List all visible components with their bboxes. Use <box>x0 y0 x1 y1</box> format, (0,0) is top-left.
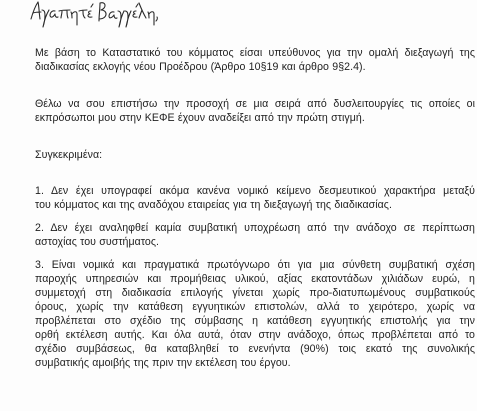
text-line: Θέλω να σου επιστήσω την προσοχή σε μια σειρά από δυσλειτουργίες τις οποίες οι <box>35 98 475 110</box>
heading-text: Συγκεκριμένα: <box>35 149 103 161</box>
handwritten-salutation-graphic <box>28 0 168 30</box>
text-line: ορθή εκτέλεση αυτής. Και όλα αυτά, όταν στην ανάδοχο, όπως προβλέπεται από το <box>35 329 475 341</box>
paragraph-attention <box>35 97 475 125</box>
list-item-1 <box>35 184 475 212</box>
text-line: του κόμματος και της αναδόχου εταιρείας για τη διεξαγωγή της διαδικασίας. <box>35 199 392 211</box>
list-item-3 <box>35 258 475 370</box>
text-line: σχέδιο συμβάσεως, θα καταβληθεί το ενενήντα (90%) τοις εκατό της συνολικής <box>35 343 475 355</box>
list-item-2 <box>35 221 475 249</box>
text-line: όρους, χωρίς την κατάθεση εγγυητικών επιστολών, αλλά το χειρότερο, χωρίς να <box>35 301 475 313</box>
handwritten-salutation <box>28 0 168 30</box>
text-line: αστοχίας του συστήματος. <box>35 236 160 248</box>
text-line: συμβατικής αμοιβής της πριν την εκτέλεση του έργου. <box>35 357 291 369</box>
text-line: εκπρόσωποι μου στην ΚΕΦΕ έχουν αναδείξει από την πρώτη στιγμή. <box>35 112 365 124</box>
text-line: προβλέπεται στο σχέδιο της σύμβασης η κατάθεση εγγυητικής επιστολής για την <box>35 315 475 327</box>
text-line: 1. Δεν έχει υπογραφεί ακόμα κανένα νομικό κείμενο δεσμευτικού χαρακτήρα μεταξύ <box>35 185 475 197</box>
text-line: διαδικασίας εκλογής νέου Προέδρου (Άρθρο 10§19 και άρθρο 9§2.4). <box>35 61 366 73</box>
paragraph-responsibility <box>35 46 475 74</box>
section-heading <box>35 148 475 162</box>
text-line: Με βάση το Καταστατικό του κόμματος είσαι υπεύθυνος για την ομαλή διεξαγωγή της <box>35 47 475 59</box>
text-line: 2. Δεν έχει αναληφθεί καμία συμβατική υποχρέωση από την ανάδοχο σε περίπτωση <box>35 222 475 234</box>
text-line: συμμετοχή στη διαδικασία επιλογής γίνεται χωρίς προ-διατυπωμένους συμβατικούς <box>35 287 475 299</box>
text-line: 3. Είναι νομικά και πραγματικά πρωτόγνωρο ότι για μια σύνθετη συμβατική σχέση <box>35 259 475 271</box>
text-line: παροχής υπηρεσιών και προμήθειας υλικού, αξίας εκατοντάδων χιλιάδων ευρώ, η <box>35 273 475 285</box>
